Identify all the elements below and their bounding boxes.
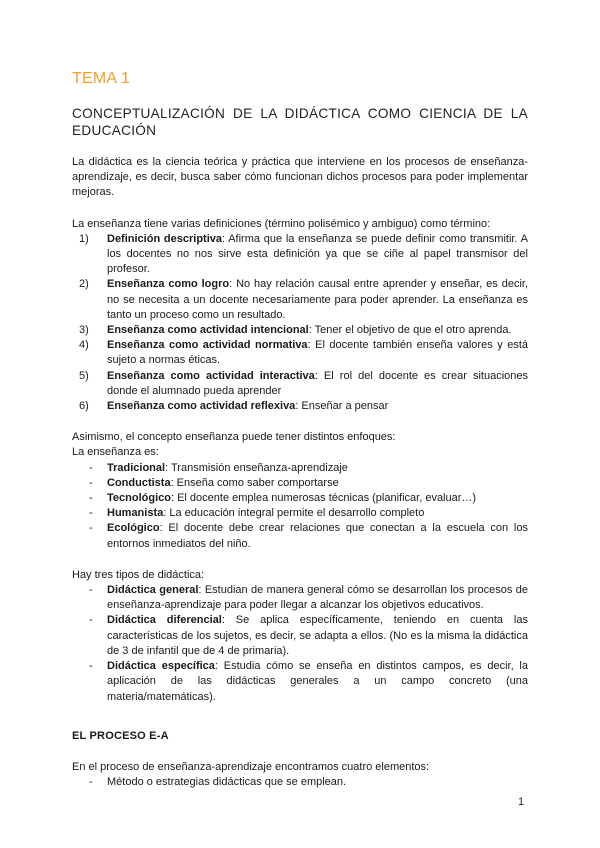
- list-item-text: : Enseña como saber comportarse: [170, 476, 339, 489]
- list-item-term: Didáctica específica: [107, 660, 215, 673]
- list-number: 1): [79, 232, 89, 245]
- list-item-term: Humanista: [107, 507, 164, 520]
- list-item: [72, 583, 528, 613]
- list-item: [72, 476, 528, 491]
- list-item: [72, 506, 528, 521]
- dash-bullet: -: [89, 476, 93, 489]
- list-item-term: Didáctica general: [107, 584, 199, 597]
- list-item-text: : Transmisión enseñanza-aprendizaje: [165, 461, 348, 474]
- list-item-term: Enseñanza como actividad intencional: [107, 324, 309, 337]
- enfoques-subintro: La enseñanza es:: [72, 446, 159, 459]
- chapter-title: TEMA 1: [72, 70, 131, 87]
- list-item-text: : La educación integral permite el desarrollo completo: [163, 507, 425, 520]
- list-item: [72, 659, 528, 705]
- dash-bullet: -: [89, 660, 93, 673]
- list-item: [72, 491, 528, 506]
- dash-bullet: -: [89, 584, 93, 597]
- list-item-term: Conductista: [107, 476, 171, 489]
- list-item-text: : Enseñar a pensar: [295, 400, 389, 413]
- dash-bullet: -: [89, 522, 93, 535]
- list-item-text: : Estudia cómo se enseña en distintos campos, es decir, la aplicación de las didácticas generales a un campo concreto (una materia/matemáticas).: [107, 660, 528, 703]
- dash-bullet: -: [89, 461, 93, 474]
- list-item-text: : Afirma que la enseñanza se puede definir como transmitir. A los docentes no nos sirve esta definición ya que se ciñe al papel transmisor del profesor.: [107, 232, 529, 276]
- list-item-text: : Estudian de manera general cómo se desarrollan los procesos de enseñanza-aprendizaje para poder llegar a alcanzar los objetivos educativos.: [107, 584, 528, 612]
- list-item: [72, 277, 528, 323]
- section-heading: [72, 106, 528, 139]
- list-item: [72, 323, 528, 338]
- list-number: 4): [79, 339, 89, 352]
- enfoques-list: [72, 461, 528, 552]
- proceso-title: EL PROCESO E-A: [72, 729, 169, 742]
- list-item: [72, 461, 528, 476]
- list-item-term: Definición descriptiva: [107, 232, 223, 245]
- list-item-text: Método o estrategias didácticas que se emplean.: [107, 776, 347, 789]
- list-item: [72, 369, 528, 399]
- list-item-text: : No hay relación causal entre aprender y enseñar, es decir, no se necesita a un docente necesariamente para poder aprender. La enseñanza es tanto un proceso como un resultado.: [107, 278, 528, 321]
- list-item-text: : El rol del docente es crear situaciones donde el alumnado pueda aprender: [107, 369, 528, 397]
- list-item-text: : Tener el objetivo de que el otro aprenda.: [308, 324, 512, 337]
- list-item: [72, 399, 528, 414]
- list-item: [72, 521, 528, 551]
- list-item: [72, 775, 528, 790]
- dash-bullet: -: [89, 507, 93, 520]
- ensenanza-definitions-list: [72, 232, 528, 414]
- page-number: 1: [518, 796, 525, 808]
- list-item-term: Ecológico: [107, 522, 160, 535]
- didactica-types-list: [72, 583, 528, 705]
- list-item-term: Didáctica diferencial: [107, 614, 222, 627]
- list-item-term: Enseñanza como actividad interactiva: [107, 369, 315, 382]
- list-item: [72, 338, 528, 368]
- list-number: 6): [79, 400, 89, 413]
- list-item: [72, 613, 528, 659]
- ensenanza-intro: La enseñanza tiene varias definiciones (término polisémico y ambiguo) como término:: [72, 217, 491, 230]
- list-item-term: Enseñanza como actividad normativa: [107, 339, 308, 352]
- list-item: [72, 232, 528, 278]
- list-item-text: : Se aplica específicamente, teniendo en cuenta las características de los sujetos, es decir, se adapta a ellos. (No es la misma la didáctica de 3 de infantil que de 4 de primaria).: [107, 614, 528, 657]
- list-item-text: : El docente debe crear relaciones que conectan a la escuela con los entornos inmediatos del niño.: [107, 522, 528, 550]
- intro-paragraph: La didáctica es la ciencia teórica y práctica que interviene en los procesos de enseñanza-aprendizaje, es decir, busca saber cómo funcionan dichos procesos para poder implementar mejoras.: [72, 156, 528, 199]
- didactica-intro: Hay tres tipos de didáctica:: [72, 568, 205, 581]
- list-item-term: Enseñanza como actividad reflexiva: [107, 400, 296, 413]
- list-item-text: : El docente también enseña valores y está sujeto a normas éticas.: [107, 339, 528, 367]
- list-item-text: : El docente emplea numerosas técnicas (planificar, evaluar…): [170, 492, 477, 505]
- proceso-intro: En el proceso de enseñanza-aprendizaje encontramos cuatro elementos:: [72, 760, 430, 773]
- list-number: 2): [79, 278, 89, 291]
- enfoques-intro: Asimismo, el concepto enseñanza puede tener distintos enfoques:: [72, 431, 396, 444]
- list-item-term: Tecnológico: [107, 492, 171, 505]
- section-heading-line-2: EDUCACIÓN: [72, 122, 157, 138]
- list-number: 3): [79, 324, 89, 337]
- dash-bullet: -: [89, 492, 93, 505]
- list-number: 5): [79, 369, 89, 382]
- document-body: [72, 155, 528, 790]
- proceso-elements-list: [72, 775, 528, 790]
- section-heading-line-1: CONCEPTUALIZACIÓN DE LA DIDÁCTICA COMO CIENCIA DE LA: [72, 106, 528, 121]
- dash-bullet: -: [89, 614, 93, 627]
- dash-bullet: -: [89, 776, 93, 789]
- list-item-term: Tradicional: [107, 461, 166, 474]
- list-item-term: Enseñanza como logro: [107, 278, 230, 291]
